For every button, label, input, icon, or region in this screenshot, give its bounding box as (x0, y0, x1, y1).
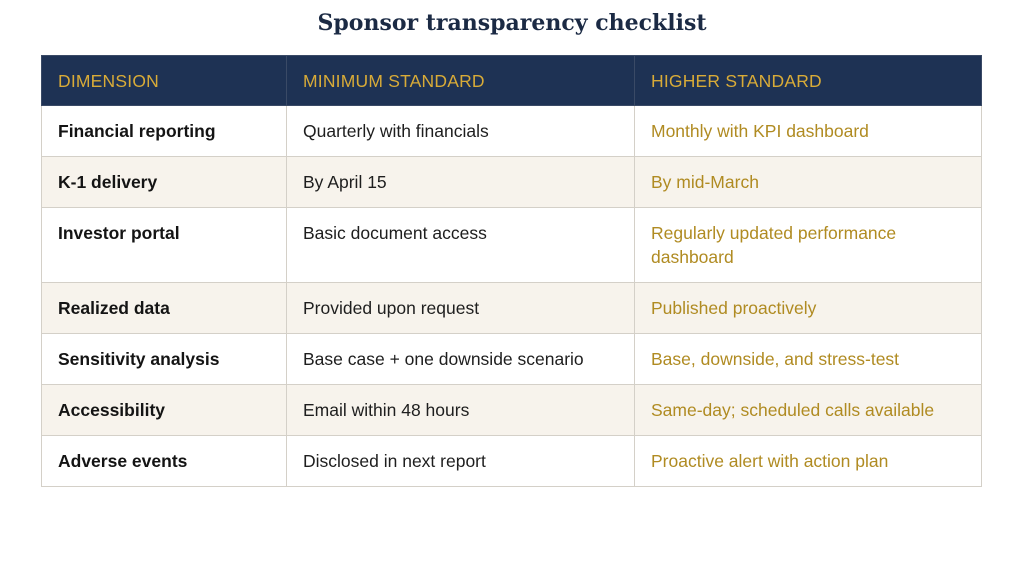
higher-standard-cell: Proactive alert with action plan (635, 436, 982, 487)
column-header-higher-standard: HIGHER STANDARD (635, 56, 982, 106)
table-header-row (42, 56, 982, 106)
higher-standard-cell: Same-day; scheduled calls available (635, 385, 982, 436)
minimum-standard-cell: Basic document access (287, 208, 635, 283)
table-row (42, 436, 982, 487)
dimension-cell: Investor portal (42, 208, 287, 283)
dimension-cell: K-1 delivery (42, 157, 287, 208)
minimum-standard-cell: Disclosed in next report (287, 436, 635, 487)
higher-standard-cell: Regularly updated performance dashboard (635, 208, 982, 283)
minimum-standard-cell: Quarterly with financials (287, 106, 635, 157)
table-row (42, 208, 982, 283)
higher-standard-cell: Monthly with KPI dashboard (635, 106, 982, 157)
higher-standard-cell: By mid-March (635, 157, 982, 208)
table-row (42, 283, 982, 334)
higher-standard-cell: Published proactively (635, 283, 982, 334)
higher-standard-cell: Base, downside, and stress-test (635, 334, 982, 385)
dimension-cell: Sensitivity analysis (42, 334, 287, 385)
dimension-cell: Financial reporting (42, 106, 287, 157)
dimension-cell: Accessibility (42, 385, 287, 436)
transparency-table (41, 55, 982, 487)
minimum-standard-cell: Provided upon request (287, 283, 635, 334)
table-row (42, 106, 982, 157)
table-row (42, 334, 982, 385)
column-header-dimension: DIMENSION (42, 56, 287, 106)
page-title: Sponsor transparency checklist (317, 10, 707, 36)
dimension-cell: Realized data (42, 283, 287, 334)
column-header-minimum-standard: MINIMUM STANDARD (287, 56, 635, 106)
minimum-standard-cell: Base case + one downside scenario (287, 334, 635, 385)
table-row (42, 157, 982, 208)
minimum-standard-cell: By April 15 (287, 157, 635, 208)
table-row (42, 385, 982, 436)
minimum-standard-cell: Email within 48 hours (287, 385, 635, 436)
dimension-cell: Adverse events (42, 436, 287, 487)
